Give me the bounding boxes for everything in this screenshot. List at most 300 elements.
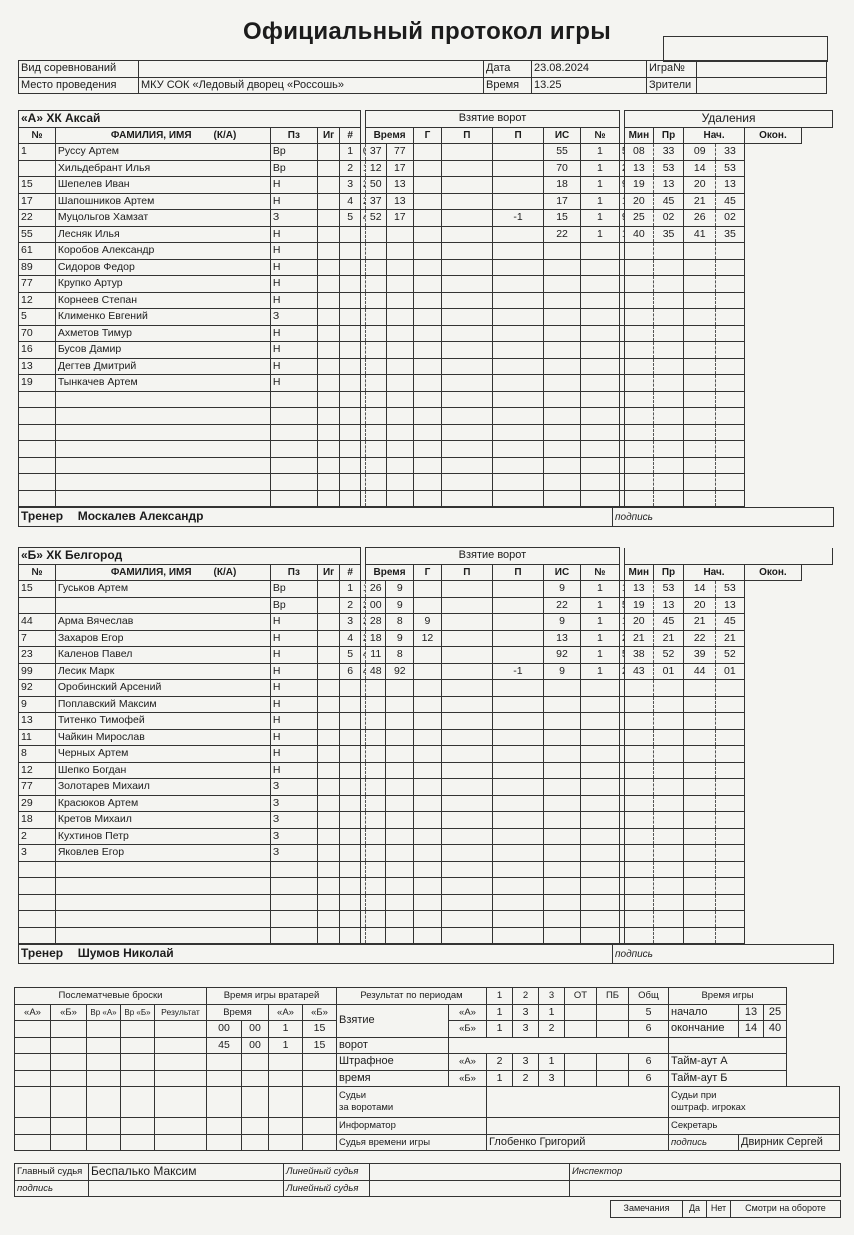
team-a-row xyxy=(19,358,833,375)
team-b-goal-g xyxy=(386,696,414,713)
team-a-pen-start-mm xyxy=(625,474,654,491)
team-a-goal-g xyxy=(386,474,414,491)
team-b-pen-end-mm: 20 xyxy=(684,597,716,614)
team-a-player-ig xyxy=(317,226,340,243)
team-a-pen-min xyxy=(580,325,619,342)
pim-b-label: «Б» xyxy=(449,1070,487,1087)
team-b-pen-min: 1 xyxy=(580,581,619,598)
team-a-goal-num xyxy=(340,325,361,342)
team-b-pen-end-ss xyxy=(716,729,745,746)
team-a-goal-is xyxy=(492,243,543,260)
team-b-goal-p1 xyxy=(414,713,442,730)
team-b-pen-num xyxy=(544,762,581,779)
team-a-goal-is xyxy=(492,160,543,177)
team-b-goal-ss: 11 xyxy=(366,647,386,664)
team-a-goal-ss xyxy=(366,309,386,326)
team-b-pen-start-ss xyxy=(653,894,684,911)
team-a-goal-g xyxy=(386,325,414,342)
team-b-goal-ss xyxy=(366,729,386,746)
team-b-player-pos: З xyxy=(270,795,317,812)
team-b-pen-start-mm xyxy=(624,696,653,713)
goals-a-p3: 1 xyxy=(539,1004,565,1021)
team-a-pen-num: 55 xyxy=(544,144,581,161)
team-a-goal-g xyxy=(386,226,414,243)
team-b-goal-is xyxy=(492,713,543,730)
team-a-player-name xyxy=(55,408,270,425)
team-b-player-num: 7 xyxy=(19,630,56,647)
team-b-goal-g xyxy=(386,713,414,730)
team-a-player-pos: Н xyxy=(270,325,317,342)
team-a-goal-p2 xyxy=(441,276,492,293)
team-a-goal-is: -1 xyxy=(492,210,543,227)
team-a-col-pen-num: № xyxy=(580,127,619,144)
team-a-goal-ss xyxy=(366,457,386,474)
team-a-pen-min xyxy=(580,342,619,359)
team-b-player-name: Яковлев Егор xyxy=(55,845,270,862)
team-a-player-num: 89 xyxy=(19,259,56,276)
team-a-goal-g: 17 xyxy=(386,160,414,177)
team-b-goal-num: 4 xyxy=(340,630,360,647)
team-b-pen-num xyxy=(544,713,581,730)
team-b-col-ig: Иг xyxy=(317,564,340,581)
team-a-goal-p2 xyxy=(441,292,492,309)
team-a-goal-p2 xyxy=(441,408,492,425)
goalie-a: «А» xyxy=(269,1004,303,1021)
team-a-goal-p1 xyxy=(414,375,442,392)
team-b-player-name: Лесик Марк xyxy=(55,663,270,680)
spectators-label: Зрители xyxy=(647,77,697,94)
team-b-goal-ss: 00 xyxy=(366,597,386,614)
team-a-goal-is xyxy=(492,375,543,392)
team-b-player-name xyxy=(55,927,270,944)
team-a-pen-end-mm xyxy=(684,243,716,260)
team-b-goal-mm xyxy=(360,663,365,680)
team-a-pen-min xyxy=(580,292,619,309)
team-a-pen-num xyxy=(544,441,581,458)
team-b-pen-end-mm xyxy=(684,795,716,812)
team-a-player-ig xyxy=(317,276,340,293)
team-b-player-name xyxy=(55,911,270,928)
team-b-player-name xyxy=(55,861,270,878)
pim-b-ot xyxy=(565,1070,597,1087)
team-a-goal-g xyxy=(386,391,414,408)
team-b-pen-start-mm xyxy=(624,680,653,697)
team-b-goal-num: 2 xyxy=(340,597,360,614)
team-b-player-num: 99 xyxy=(19,663,56,680)
team-a-goal-num: 2 xyxy=(340,160,361,177)
team-b-goal-ss xyxy=(366,927,386,944)
team-b-col-pen-min: Мин xyxy=(624,564,653,581)
team-a-col-goal-p1: П xyxy=(441,127,492,144)
team-a-goal-ss: 52 xyxy=(366,210,386,227)
team-a-pen-num xyxy=(544,408,581,425)
team-b-row xyxy=(19,812,833,829)
team-a-player-pos: З xyxy=(270,210,317,227)
remarks-table xyxy=(610,1200,841,1218)
team-b-col-ka-label: (К/А) xyxy=(213,566,237,578)
team-a-goal-num xyxy=(340,490,361,507)
team-b-goal-g xyxy=(386,779,414,796)
team-b-goal-is xyxy=(492,927,543,944)
team-a-player-num xyxy=(19,474,56,491)
team-b-player-num: 77 xyxy=(19,779,56,796)
team-b-goal-g: 9 xyxy=(386,630,414,647)
team-b-goal-p1 xyxy=(414,597,442,614)
team-a-player-num xyxy=(19,490,56,507)
team-a-player-num xyxy=(19,424,56,441)
team-a-pen-end-ss xyxy=(716,309,745,326)
team-b-pen-start-mm xyxy=(624,845,653,862)
team-a-pen-start-ss xyxy=(653,490,684,507)
team-b-goal-is xyxy=(492,614,543,631)
team-b-pen-start-ss xyxy=(653,861,684,878)
team-b-col-pen-num: № xyxy=(580,564,619,581)
team-a-pen-start-ss xyxy=(653,358,684,375)
team-b-goal-p2 xyxy=(441,828,492,845)
team-b-goal-ss xyxy=(366,845,386,862)
team-a-pen-pr xyxy=(619,144,624,161)
team-a-pen-end-ss: 45 xyxy=(716,193,745,210)
team-b-goal-is xyxy=(492,795,543,812)
team-a-player-num xyxy=(19,408,56,425)
venue-label: Место проведения xyxy=(19,77,139,94)
team-b-row xyxy=(19,845,833,862)
team-a-pen-start-ss: 33 xyxy=(653,144,684,161)
team-a-pen-end-mm xyxy=(684,292,716,309)
team-a-goal-g xyxy=(386,408,414,425)
team-b-player-ig xyxy=(317,597,340,614)
team-b-goal-ss xyxy=(366,828,386,845)
team-b-goal-num xyxy=(340,828,360,845)
team-a-goal-p1 xyxy=(414,210,442,227)
team-a-col-name xyxy=(55,127,270,144)
team-b-goal-ss xyxy=(366,713,386,730)
pim-a-total: 6 xyxy=(629,1054,669,1071)
team-b-goal-p2 xyxy=(441,845,492,862)
end-m: 40 xyxy=(764,1021,787,1038)
team-a-goal-p2 xyxy=(441,474,492,491)
goal-judges-label xyxy=(337,1087,487,1118)
team-b-player-ig xyxy=(317,779,340,796)
team-b-player-pos: Н xyxy=(270,696,317,713)
team-a-goals-title: Взятие ворот xyxy=(366,111,620,128)
team-b-player-num: 3 xyxy=(19,845,56,862)
team-a-pen-end-ss xyxy=(716,276,745,293)
team-a-pen-end-mm: 41 xyxy=(684,226,716,243)
team-a-player-name: Клименко Евгений xyxy=(55,309,270,326)
team-b-pen-start-ss xyxy=(653,812,684,829)
team-b-goal-is xyxy=(492,680,543,697)
team-a-goal-is xyxy=(492,441,543,458)
page-title: Официальный протокол игры xyxy=(242,18,612,45)
team-a-pen-num: 22 xyxy=(544,226,581,243)
team-b-player-ig xyxy=(317,729,340,746)
team-a-goal-is xyxy=(492,193,543,210)
team-b-goal-num: 5 xyxy=(340,647,360,664)
team-a-goal-p2 xyxy=(441,325,492,342)
team-a-row xyxy=(19,309,833,326)
team-a-pen-min xyxy=(580,276,619,293)
team-a-player-ig xyxy=(317,309,340,326)
team-a-goal-is xyxy=(492,309,543,326)
team-a-goal-p2 xyxy=(441,177,492,194)
team-a-pen-end-ss xyxy=(716,490,745,507)
team-a-goal-g xyxy=(386,342,414,359)
goalie-row-2-mm: 45 xyxy=(207,1037,242,1054)
referees-table xyxy=(14,1163,841,1197)
team-b-goal-is xyxy=(492,630,543,647)
team-b-goal-p2 xyxy=(441,861,492,878)
team-b-pen-end-ss xyxy=(716,696,745,713)
team-a-goal-p2 xyxy=(441,259,492,276)
team-a-pen-start-ss xyxy=(653,243,684,260)
pb-header: ПБ xyxy=(597,988,629,1005)
team-a-pen-end-mm: 21 xyxy=(684,193,716,210)
team-a-pen-start-ss xyxy=(653,375,684,392)
team-a-goal-g xyxy=(386,490,414,507)
team-a-row xyxy=(19,259,833,276)
team-b-pen-start-mm xyxy=(624,894,653,911)
team-a-player-ig xyxy=(317,375,340,392)
team-b-goal-num xyxy=(340,696,360,713)
team-b-player-num xyxy=(19,861,56,878)
team-b-goal-g xyxy=(386,729,414,746)
team-a-goal-ss xyxy=(366,259,386,276)
team-a-goal-mm xyxy=(360,177,365,194)
team-a-pen-start-ss: 02 xyxy=(653,210,684,227)
team-b-goal-p1 xyxy=(414,779,442,796)
team-b-player-pos: Вр xyxy=(270,597,317,614)
team-b-pen-start-mm: 13 xyxy=(624,581,653,598)
team-b-goal-is xyxy=(492,828,543,845)
team-a-goal-g xyxy=(386,276,414,293)
team-a-pen-num: 18 xyxy=(544,177,581,194)
team-a-pen-end-mm: 14 xyxy=(684,160,716,177)
team-b-player-pos xyxy=(270,861,317,878)
team-b-goal-p2 xyxy=(441,663,492,680)
team-b-goal-mm xyxy=(360,597,365,614)
team-b-pen-start-ss xyxy=(653,713,684,730)
team-a-pen-pr xyxy=(619,177,624,194)
team-a-pen-start-ss xyxy=(653,259,684,276)
team-a-pen-start-ss: 53 xyxy=(653,160,684,177)
team-a-player-num: 16 xyxy=(19,342,56,359)
team-a-pen-end-mm xyxy=(684,375,716,392)
team-a-row xyxy=(19,177,833,194)
team-b-goal-p1 xyxy=(414,828,442,845)
team-a-player-pos: Н xyxy=(270,243,317,260)
team-a-pen-start-mm xyxy=(625,292,654,309)
team-a-goal-is xyxy=(492,226,543,243)
team-b-pen-start-mm xyxy=(624,828,653,845)
team-a-goal-is xyxy=(492,259,543,276)
team-b-pen-pr xyxy=(619,663,624,680)
goalie-b: «Б» xyxy=(303,1004,337,1021)
team-a-player-name: Муцольгов Хамзат xyxy=(55,210,270,227)
team-a-player-num: 22 xyxy=(19,210,56,227)
team-b-goal-is xyxy=(492,812,543,829)
team-a-goal-ss xyxy=(366,408,386,425)
main-ref-label: Главный судья xyxy=(15,1164,89,1181)
team-b-pen-end-mm: 14 xyxy=(684,581,716,598)
start-m: 25 xyxy=(764,1004,787,1021)
team-b-goal-p1: 9 xyxy=(414,614,442,631)
team-b-goal-ss xyxy=(366,812,386,829)
team-a-player-ig xyxy=(317,358,340,375)
team-b-col-goal-g: Г xyxy=(414,564,442,581)
team-a-pen-start-mm: 25 xyxy=(625,210,654,227)
team-b-col-goal-p2: П xyxy=(492,564,543,581)
team-b-goal-g xyxy=(386,812,414,829)
team-a-goal-p1 xyxy=(414,424,442,441)
team-a-goal-num xyxy=(340,342,361,359)
team-b-pen-num xyxy=(544,812,581,829)
informer-label: Информатор xyxy=(337,1118,487,1135)
team-a-goal-p1 xyxy=(414,490,442,507)
team-b-player-name: Титенко Тимофей xyxy=(55,713,270,730)
team-b-goal-num xyxy=(340,927,360,944)
team-b-goal-p2 xyxy=(441,614,492,631)
team-a-pen-start-ss: 45 xyxy=(653,193,684,210)
team-a-pen-start-mm: 40 xyxy=(625,226,654,243)
team-b-player-name xyxy=(55,878,270,895)
team-a-goal-p2 xyxy=(441,391,492,408)
team-a-goal-is xyxy=(492,474,543,491)
team-a-pen-end-mm: 09 xyxy=(684,144,716,161)
team-a-player-ig xyxy=(317,193,340,210)
team-b-player-num: 18 xyxy=(19,812,56,829)
shootout-gk-a: Вр «А» xyxy=(87,1004,121,1021)
team-b-pen-end-ss xyxy=(716,927,745,944)
team-a-player-num: 13 xyxy=(19,358,56,375)
team-a-pen-start-mm xyxy=(625,309,654,326)
team-a-player-name: Крупко Артур xyxy=(55,276,270,293)
team-b-player-num xyxy=(19,927,56,944)
team-a-pen-num xyxy=(544,342,581,359)
period-2-header: 2 xyxy=(513,988,539,1005)
team-b-pen-end-mm: 22 xyxy=(684,630,716,647)
team-b-pen-end-mm xyxy=(684,894,716,911)
team-a-goal-p1 xyxy=(414,441,442,458)
team-b-goal-is xyxy=(492,845,543,862)
team-a-goal-num: 5 xyxy=(340,210,361,227)
team-b-player-pos: Н xyxy=(270,663,317,680)
team-a-pen-num: 70 xyxy=(544,160,581,177)
goals-a-pb xyxy=(597,1004,629,1021)
team-a-goal-p1 xyxy=(414,292,442,309)
team-a-player-pos: Н xyxy=(270,292,317,309)
team-b-pen-num xyxy=(544,861,581,878)
team-a-player-num: 77 xyxy=(19,276,56,293)
start-h: 13 xyxy=(739,1004,764,1021)
team-b-goal-p1 xyxy=(414,927,442,944)
team-b-player-num: 29 xyxy=(19,795,56,812)
shootout-gk-b: Вр «Б» xyxy=(121,1004,155,1021)
team-b-pen-num: 92 xyxy=(544,647,581,664)
team-a-pen-end-ss xyxy=(716,342,745,359)
team-a-goal-g xyxy=(386,375,414,392)
team-a-goal-is xyxy=(492,276,543,293)
team-b-goal-g: 8 xyxy=(386,647,414,664)
game-label: Игра№ xyxy=(647,61,697,78)
team-b-goal-mm xyxy=(360,630,365,647)
team-b-pen-num xyxy=(544,878,581,895)
team-a-player-pos: Н xyxy=(270,177,317,194)
team-b-pen-start-mm xyxy=(624,746,653,763)
team-b-pen-num xyxy=(544,828,581,845)
team-b-pen-start-ss: 01 xyxy=(653,663,684,680)
team-a-pen-start-mm xyxy=(625,276,654,293)
team-a-player-ig xyxy=(317,342,340,359)
goalie-row-2-ss: 00 xyxy=(242,1037,269,1054)
team-a-goal-g: 13 xyxy=(386,177,414,194)
team-a-goal-mm xyxy=(360,160,365,177)
team-b-pen-end-ss xyxy=(716,894,745,911)
team-a-player-name xyxy=(55,391,270,408)
team-b-goal-is xyxy=(492,597,543,614)
team-b-pen-end-mm xyxy=(684,680,716,697)
pim-a-ot xyxy=(565,1054,597,1071)
team-b-goal-g xyxy=(386,795,414,812)
team-b-col-goal-num: # xyxy=(340,564,360,581)
linesman-2-label: Линейный судья xyxy=(284,1180,370,1197)
team-b-player-pos xyxy=(270,878,317,895)
team-a-pen-end-mm xyxy=(684,391,716,408)
pim-label-2: время xyxy=(337,1070,449,1087)
team-a-goal-num xyxy=(340,424,361,441)
venue-value: МКУ СОК «Ледовый дворец «Россошь» xyxy=(139,77,484,94)
team-b-goals-title: Взятие ворот xyxy=(366,548,620,565)
secretary-name: Двирник Сергей xyxy=(739,1134,840,1151)
team-b-player-ig xyxy=(317,911,340,928)
team-a-goal-num xyxy=(340,276,361,293)
team-a-player-pos xyxy=(270,441,317,458)
team-a-pen-end-ss: 33 xyxy=(716,144,745,161)
team-a-penalties-title: Удаления xyxy=(625,111,833,128)
team-b-player-name: Каленов Павел xyxy=(55,647,270,664)
team-a-player-pos: Н xyxy=(270,259,317,276)
team-a-pen-num xyxy=(544,424,581,441)
team-a-pen-min xyxy=(580,375,619,392)
team-b-row xyxy=(19,911,833,928)
team-a-row xyxy=(19,243,833,260)
goals-a-total: 5 xyxy=(629,1004,669,1021)
team-a-player-ig xyxy=(317,490,340,507)
team-a-goal-mm xyxy=(360,193,365,210)
goalie-row-1-mm: 00 xyxy=(207,1021,242,1038)
team-a-pen-end-mm xyxy=(684,259,716,276)
team-a-pen-end-ss xyxy=(716,358,745,375)
team-a-pen-min xyxy=(580,490,619,507)
team-a-goal-is xyxy=(492,358,543,375)
team-a-goal-p2 xyxy=(441,243,492,260)
team-a-goal-p1 xyxy=(414,408,442,425)
team-a-goal-mm xyxy=(360,144,365,161)
team-b-goal-g xyxy=(386,894,414,911)
team-b-row xyxy=(19,680,833,697)
team-b-player-num: 15 xyxy=(19,581,56,598)
team-a-pen-end-ss xyxy=(716,243,745,260)
team-b-pen-num xyxy=(544,911,581,928)
team-b-col-name-label: ФАМИЛИЯ, ИМЯ xyxy=(110,566,192,578)
team-b-player-pos: Н xyxy=(270,746,317,763)
team-b-goal-num xyxy=(340,713,360,730)
team-a-col-pen-end: Окон. xyxy=(744,127,801,144)
team-b-goal-mm xyxy=(360,581,365,598)
team-b-pen-min xyxy=(580,746,619,763)
team-b-col-pen-start: Нач. xyxy=(684,564,744,581)
team-a-row xyxy=(19,292,833,309)
